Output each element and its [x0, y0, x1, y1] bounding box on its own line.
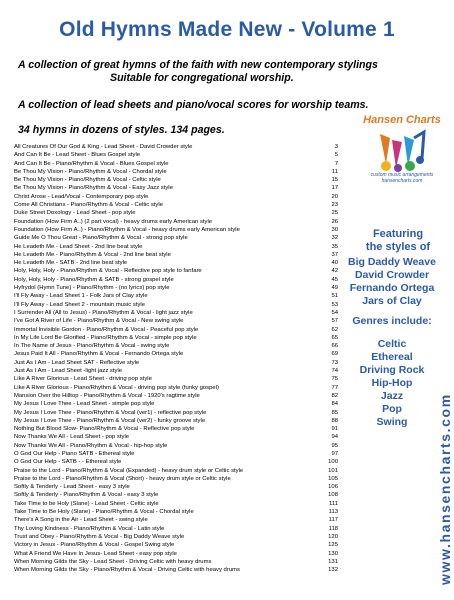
toc-row: [14, 201, 338, 209]
toc-title: Be Thou My Vision - Piano/Rhythm & Vocal - Easy Jazz style: [14, 185, 173, 192]
toc-row: [14, 541, 338, 549]
hansen-charts-logo: [360, 110, 444, 202]
toc-title: O God Our Help - Piano SATB - Ethereal style: [14, 450, 135, 457]
toc-page-number: 74: [331, 368, 338, 375]
toc-title: Holy, Holy, Holy - Piano/Rhythm & SATB - strong gospel style: [14, 276, 174, 283]
toc-row: [14, 475, 338, 483]
toc-title: Victory in Jesus - Piano/Rhythm & Vocal - Gospel Swing style: [14, 542, 175, 549]
toc-page-number: 131: [328, 558, 338, 565]
featuring-heading: [352, 228, 444, 254]
toc-page-number: 51: [331, 293, 338, 300]
toc-title: Take Time to Be Holy (Slane) - Piano/Rhythm & Vocal - Chordal style: [14, 509, 194, 516]
toc-row: [14, 292, 338, 300]
toc-row: [14, 533, 338, 541]
toc-page-number: 88: [331, 417, 338, 424]
toc-title: Foundation (How Firm A..) - Piano/Rhythm & Vocal - heavy drums early American style: [14, 226, 240, 233]
genre-name: Hip-Hop: [371, 377, 413, 389]
toc-page-number: 17: [331, 185, 338, 192]
toc-row: [14, 367, 338, 375]
logo-tagline-block: [360, 172, 444, 184]
toc-page-number: 106: [328, 484, 338, 491]
toc-row: [14, 184, 338, 192]
toc-title: All Creatures Of Our God & King - Lead Sheet - David Crowder style: [14, 144, 193, 150]
toc-title: Softly & Tenderly - Piano/Rhythm & Vocal - easy 3 style: [14, 492, 159, 499]
toc-row: [14, 342, 338, 350]
toc-page-number: 118: [328, 525, 338, 532]
toc-page-number: 82: [331, 392, 338, 399]
toc-title: Softly & Tenderly - Lead Sheet - easy 3 style: [14, 484, 130, 491]
toc-title: And Can It Be - Lead Sheet - Blues Gospel style: [14, 152, 141, 159]
toc-row: [14, 516, 338, 524]
toc-page-number: 77: [331, 384, 338, 391]
toc-page-number: 11: [331, 168, 338, 175]
genres-heading: Genres include:: [352, 315, 432, 327]
toc-row: [14, 259, 338, 267]
toc-title: Mansion Over the Hilltop - Piano/Rhythm & Vocal - 1920's ragtime style: [14, 392, 200, 399]
toc-title: Now Thanks We All - Lead Sheet - pop style: [14, 434, 130, 441]
intro-paragraph: [18, 59, 438, 85]
toc-row: [14, 558, 338, 566]
toc-row: [14, 491, 338, 499]
toc-title: Praise to the Lord - Piano/Rhythm & Vocal (Short) - heavy drum style or Celtic style: [14, 475, 231, 482]
toc-title: My Jesus I Love Thee - Piano/Rhythm & Vocal (ver1) - reflective pop style: [14, 409, 207, 416]
toc-row: [14, 267, 338, 275]
toc-row: [14, 500, 338, 508]
toc-page-number: 3: [334, 144, 338, 150]
toc-title: Like A River Glorious - Piano/Rhythm & Vocal - driving pop style (funky gospel): [14, 384, 219, 391]
toc-page-number: 25: [331, 210, 338, 217]
toc-row: [14, 483, 338, 491]
toc-page-number: 105: [328, 475, 338, 482]
toc-title: And Can It Be - Piano/Rhythm & Vocal - Blues Gospel style: [14, 160, 169, 167]
toc-row: [14, 234, 338, 242]
toc-title: Holy, Holy, Holy - Piano/Rhythm & Vocal - Reflective pop style to fanfare: [14, 268, 202, 275]
toc-title: I've Got A River of Life - Piano/Rhythm & Vocal - New swing style: [14, 318, 184, 325]
logo-wordmark: Hansen Charts: [363, 114, 441, 126]
table-of-contents: [14, 143, 338, 574]
toc-page-number: 66: [331, 343, 338, 350]
artist-name: Big Daddy Weave: [348, 256, 436, 268]
intro-line-2: Suitable for congregational worship.: [110, 72, 294, 84]
intro-line-3: A collection of lead sheets and piano/vocal scores for worship teams.: [18, 99, 369, 111]
toc-row: [14, 442, 338, 450]
toc-page-number: 49: [331, 285, 338, 292]
toc-page-number: 101: [328, 467, 338, 474]
toc-row: [14, 566, 338, 574]
toc-row: [14, 151, 338, 159]
toc-page-number: 85: [331, 409, 338, 416]
toc-page-number: 26: [331, 218, 338, 225]
music-note-logo-icon: [376, 128, 428, 172]
toc-title: In My Life Lord Be Glorified - Piano/Rhythm & Vocal - simple pop style: [14, 334, 197, 341]
toc-page-number: 45: [331, 276, 338, 283]
page-title: Old Hymns Made New - Volume 1: [59, 18, 395, 41]
toc-row: [14, 276, 338, 284]
toc-page-number: 65: [331, 334, 338, 341]
toc-title: Jesus Paid It All - Piano/Rhythm & Vocal - Fernando Ortega style: [14, 351, 184, 358]
intro-line-1: A collection of great hymns of the faith with new contemporary stylings: [18, 59, 378, 71]
toc-title: Be Thou My Vision - Piano/Rhythm & Vocal - Celtic style: [14, 177, 161, 184]
toc-page-number: 111: [329, 500, 338, 507]
toc-page-number: 84: [331, 401, 338, 408]
toc-title: Praise to the Lord - Piano/Rhythm & Vocal (Expanded) - heavy drum style or Celtic style: [14, 467, 244, 474]
genre-name: Pop: [382, 403, 402, 415]
toc-row: [14, 226, 338, 234]
toc-title: Guide Me O Thou Great - Piano/Rhythm & Vocal - strong pop style: [14, 235, 188, 242]
toc-page-number: 108: [328, 492, 338, 499]
vertical-website-url[interactable]: www.hansencharts.com: [437, 393, 453, 585]
toc-row: [14, 168, 338, 176]
toc-page-number: 125: [328, 542, 338, 549]
toc-title: He Leadeth Me - SATB - 2nd line beat style: [14, 260, 128, 267]
toc-row: [14, 209, 338, 217]
toc-page-number: 53: [331, 301, 338, 308]
toc-row: [14, 176, 338, 184]
genre-name: Celtic: [377, 338, 407, 350]
toc-page-number: 32: [331, 235, 338, 242]
toc-row: [14, 400, 338, 408]
toc-title: There's A Song in the Air - Lead Sheet - swing style: [14, 517, 148, 524]
toc-title: Nothing But Blood Slow- Piano/Rhythm & Vocal - Reflective pop style: [14, 426, 195, 433]
toc-title: Take Time to be Holy (Slane) - Lead Sheet - Celtic style: [14, 500, 159, 507]
toc-row: [14, 508, 338, 516]
toc-page-number: 132: [328, 567, 338, 574]
toc-title: Foundation (How Firm A..) (2 part vocal) - heavy drums early American style: [14, 218, 213, 225]
toc-page-number: 95: [331, 442, 338, 449]
toc-page-number: 42: [331, 268, 338, 275]
genre-list: [338, 338, 446, 429]
toc-title: Christ Arose - Lead/Vocal - Contemporary pop style: [14, 193, 149, 200]
artist-name: David Crowder: [354, 269, 430, 281]
toc-title: He Leadeth Me - Piano/Rhythm & Vocal - 2nd line beat style: [14, 251, 171, 258]
toc-row: [14, 359, 338, 367]
toc-page-number: 5: [334, 152, 338, 159]
toc-row: [14, 309, 338, 317]
toc-row: [14, 326, 338, 334]
artist-name: Fernando Ortega: [349, 282, 435, 294]
toc-row: [14, 375, 338, 383]
stats-line: 34 hymns in dozens of styles. 134 pages.: [18, 124, 225, 136]
toc-title: He Leadeth Me - Lead Sheet - 2nd line beat style: [14, 243, 143, 250]
toc-page-number: 100: [328, 459, 338, 466]
featuring-line-2: the styles of: [365, 241, 431, 253]
toc-page-number: 7: [334, 160, 338, 167]
toc-page-number: 35: [331, 243, 338, 250]
logo-site: hansencharts.com: [381, 178, 423, 184]
toc-row: [14, 317, 338, 325]
logo-tagline: custom music arrangements: [370, 172, 434, 178]
toc-row: [14, 350, 338, 358]
toc-title: Just As I Am - Lead Sheet -light jazz style: [14, 368, 123, 375]
artist-name: Jars of Clay: [362, 295, 422, 307]
toc-row: [14, 193, 338, 201]
toc-row: [14, 251, 338, 259]
genre-name: Swing: [376, 416, 408, 428]
toc-page-number: 62: [331, 326, 338, 333]
toc-title: When Morning Gilds the Sky - Lead Sheet - Driving Celtic with heavy drums: [14, 558, 212, 565]
genre-name: Ethereal: [371, 351, 413, 363]
featuring-line-1: Featuring: [372, 228, 424, 240]
genre-name: Jazz: [380, 390, 404, 402]
toc-row: [14, 550, 338, 558]
toc-page-number: 73: [331, 359, 338, 366]
toc-title: I'll Fly Away - Lead Sheet 2 - mountain music style: [14, 301, 145, 308]
toc-page-number: 91: [331, 426, 338, 433]
toc-page-number: 130: [328, 550, 338, 557]
toc-title: My Jesus I Love Thee - Lead Sheet - simple pop style: [14, 401, 155, 408]
toc-title: O God Our Help - SATB - - Ethereal style: [14, 459, 122, 466]
toc-title: I Surrender All (All to Jesus) - Piano/Rhythm & Vocal - light jazz style: [14, 309, 193, 316]
toc-row: [14, 284, 338, 292]
toc-page-number: 40: [331, 260, 338, 267]
toc-page-number: 94: [331, 434, 338, 441]
toc-row: [14, 384, 338, 392]
toc-row: [14, 458, 338, 466]
toc-page-number: 117: [328, 517, 338, 524]
toc-title: Come All Christians - Piano/Rhythm & Vocal - Celtic style: [14, 202, 163, 209]
toc-row: [14, 334, 338, 342]
toc-row: [14, 218, 338, 226]
toc-title: I'll Fly Away - Lead Sheet 1 - Folk Jars of Clay style: [14, 293, 148, 300]
toc-page-number: 120: [328, 533, 338, 540]
toc-page-number: 30: [331, 226, 338, 233]
toc-page-number: 57: [331, 318, 338, 325]
toc-title: Duke Street Doxology - Lead Sheet - pop style: [14, 210, 136, 217]
toc-page-number: 54: [331, 309, 338, 316]
artist-list: [338, 256, 446, 308]
toc-title: Thy Loving Kindness - Piano/Rhythm & Vocal - Latin style: [14, 525, 165, 532]
toc-row: [14, 425, 338, 433]
toc-row: [14, 467, 338, 475]
toc-page-number: 23: [331, 202, 338, 209]
toc-title: In The Name of Jesus - Piano/Rhythm & Vocal - swing style: [14, 343, 170, 350]
toc-row: [14, 143, 338, 151]
toc-row: [14, 450, 338, 458]
toc-title: Immortal Invisible Gordon - Piano/Rhythm & Vocal - Peaceful pop style: [14, 326, 199, 333]
toc-page-number: 69: [331, 351, 338, 358]
toc-title: Trust and Obey - Piano/Rhythm & Vocal - Big Daddy Weave style: [14, 533, 185, 540]
toc-page-number: 20: [331, 193, 338, 200]
toc-title: My Jesus I Love Thee - Piano/Rhythm & Vocal (ver2) - funky groove style: [14, 417, 206, 424]
toc-page-number: 37: [331, 251, 338, 258]
toc-row: [14, 160, 338, 168]
toc-title: Be Thou My Vision - Piano/Rhythm & Vocal - Chordal style: [14, 168, 167, 175]
toc-row: [14, 525, 338, 533]
toc-row: [14, 433, 338, 441]
toc-page-number: 97: [331, 450, 338, 457]
toc-title: Just As I Am - Lead Sheet SAT - Reflective style: [14, 359, 140, 366]
toc-title: Like A River Glorious - Lead Sheet - driving pop style: [14, 376, 152, 383]
toc-page-number: 113: [328, 509, 338, 516]
toc-row: [14, 409, 338, 417]
toc-page-number: 15: [331, 177, 338, 184]
toc-row: [14, 243, 338, 251]
toc-row: [14, 392, 338, 400]
toc-title: When Morning Gilds the Sky - Piano/Rhythm & Vocal - Driving Celtic with heavy drums: [14, 567, 240, 574]
toc-title: Hyfrydol (Hymn Tune) - Piano/Rhythm - (no lyrics) pop style: [14, 285, 170, 292]
toc-title: Now Thanks We All - Piano/Rhythm & Vocal - hip-hop style: [14, 442, 168, 449]
toc-title: What A Friend We Have In Jesus- Lead Sheet - easy pop style: [14, 550, 177, 557]
toc-row: [14, 417, 338, 425]
toc-page-number: 75: [331, 376, 338, 383]
toc-row: [14, 301, 338, 309]
genre-name: Driving Rock: [359, 364, 425, 376]
